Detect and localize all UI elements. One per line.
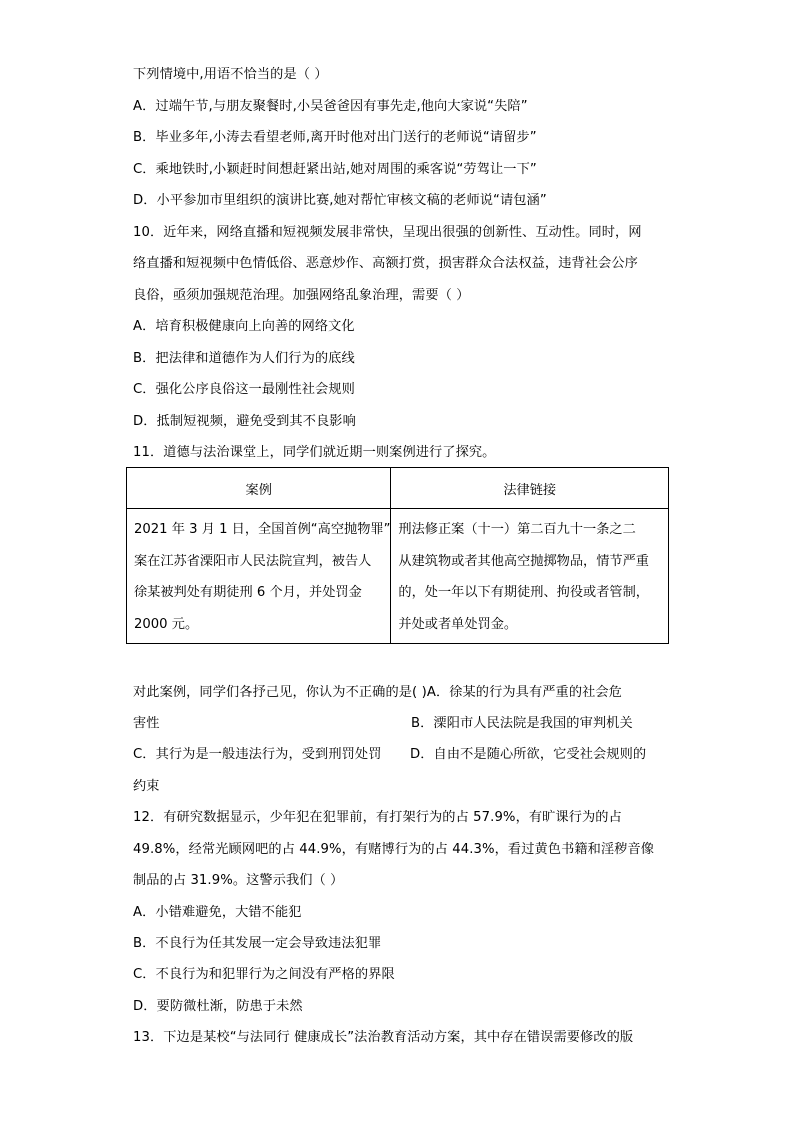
case-cell [127,509,391,644]
table-header-law: 法律链接 [391,468,669,509]
q12-stem-line-1: 12．有研究数据显示，少年犯在犯罪前，有打架行为的占 57.9%，有旷课行为的占 [133,810,622,825]
q12-stem-line-2: 49.8%，经常光顾网吧的占 44.9%，有赌博行为的占 44.3%，看过黄色书籍和淫秽音像 [133,842,655,857]
q12-option-b: B．不良行为任其发展一定会导致违法犯罪 [133,936,382,951]
q9-stem: 下列情境中,用语不恰当的是（ ） [133,67,328,82]
q11-option-d-cont: 约束 [133,779,160,794]
q9-option-b: B．毕业多年,小涛去看望老师,离开时他对出门送行的老师说“请留步” [133,130,537,145]
case-line: 徐某被判处有期徒刑 6 个月，并处罚金 [134,585,362,600]
q9-option-c: C．乘地铁时,小颖赶时间想赶紧出站,她对周围的乘客说“劳驾让一下” [133,162,537,177]
q10-option-c: C．强化公序良俗这一最刚性社会规则 [133,382,355,397]
q11-option-c: C．其行为是一般违法行为，受到刑罚处罚 [133,747,382,762]
table-header-case: 案例 [127,468,391,509]
q10-stem-line-2: 络直播和短视频中色情低俗、恶意炒作、高额打赏，损害群众合法权益，违背社会公序 [133,256,638,271]
q9-option-a: A．过端午节,与朋友聚餐时,小吴爸爸因有事先走,他向大家说“失陪” [133,99,528,114]
law-cell [391,509,669,644]
q11-question-line-2: 害性 [133,716,160,731]
q11-option-d: D．自由不是随心所欲，它受社会规则的 [410,747,647,762]
q10-stem-line-1: 10．近年来，网络直播和短视频发展非常快，呈现出很强的创新性、互动性。同时，网 [133,225,642,240]
case-line: 案在江苏省溧阳市人民法院宣判，被告人 [134,553,372,569]
q10-stem-line-3: 良俗，亟须加强规范治理。加强网络乱象治理，需要（ ） [133,288,470,303]
q12-option-d: D．要防微杜渐，防患于未然 [133,999,303,1014]
q12-stem-line-3: 制品的占 31.9%。这警示我们（ ） [133,873,344,888]
q11-question-line-1: 对此案例，同学们各抒己见，你认为不正确的是( )A．徐某的行为具有严重的社会危 [133,685,622,700]
law-line: 的，处一年以下有期徒刑、拘役或者管制， [398,585,649,600]
q12-option-a: A．小错难避免，大错不能犯 [133,905,302,920]
q9-option-d: D．小平参加市里组织的演讲比赛,她对帮忙审核文稿的老师说“请包涵” [133,193,547,208]
q12-option-c: C．不良行为和犯罪行为之间没有严格的界限 [133,967,395,982]
q11-option-b: B．溧阳市人民法院是我国的审判机关 [411,716,633,731]
q10-option-a: A．培育积极健康向上向善的网络文化 [133,319,355,334]
case-line: 2021 年 3 月 1 日，全国首例“高空抛物罪” [134,522,391,537]
law-line: 从建筑物或者其他高空抛掷物品，情节严重 [398,553,649,569]
q10-option-d: D．抵制短视频，避免受到其不良影响 [133,414,356,429]
law-line: 并处或者单处罚金。 [398,616,518,632]
case-line: 2000 元。 [134,616,199,632]
q13-stem: 13．下边是某校“与法同行 健康成长”法治教育活动方案，其中存在错误需要修改的版 [133,1030,634,1045]
law-line: 刑法修正案（十一）第二百九十一条之二 [398,522,636,537]
q11-stem: 11．道德与法治课堂上，同学们就近期一则案例进行了探究。 [133,445,496,460]
q10-option-b: B．把法律和道德作为人们行为的底线 [133,351,355,366]
case-table [126,467,669,644]
